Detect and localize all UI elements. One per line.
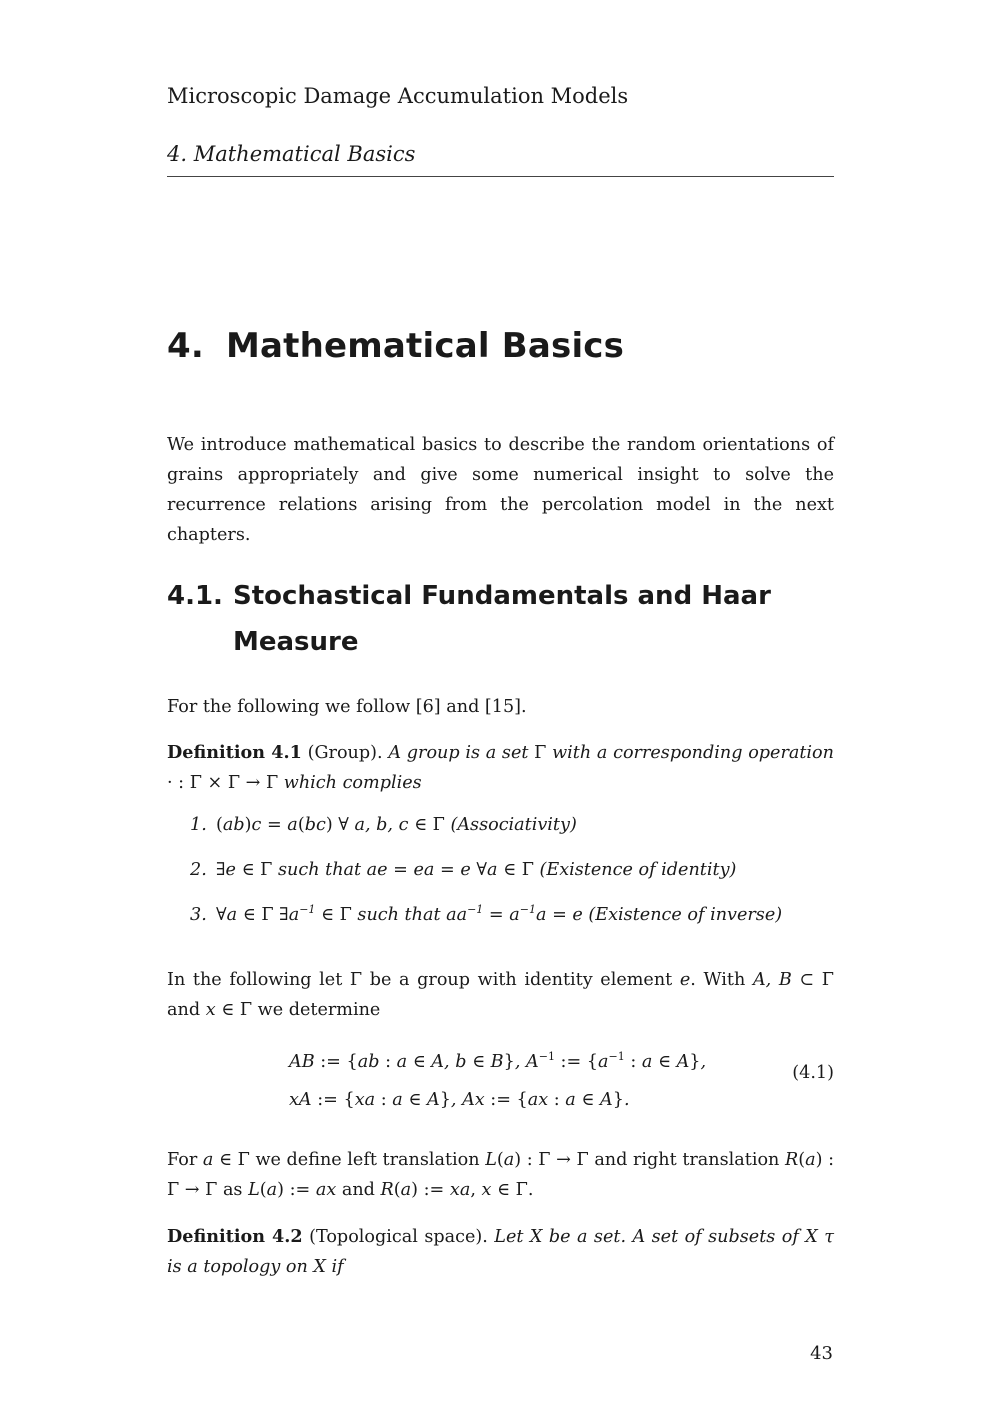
equation-line: AB := {ab : a ∈ A, b ∈ B}, $A^{-1}$ := {$a^{-1}$ : a ∈ A}, — [289, 1050, 707, 1072]
text-run: For — [167, 1150, 198, 1170]
definition-topological-space: Definition 4.2 (Topological space). Let X be a set. A set of subsets of X τ is a topology on X if — [167, 1226, 835, 1277]
text-run: . With — [690, 970, 746, 990]
definition-text-c: which complies — [283, 773, 422, 793]
group-paragraph: In the following let Γ be a group with identity element e. With A, B ⊂ Γ and x ∈ Γ we determine — [167, 970, 834, 1020]
text-run: be a group with identity element — [369, 970, 673, 990]
item-description: (Associativity) — [450, 815, 577, 835]
chapter-number: 4. — [167, 326, 204, 366]
definition-name: (Topological space). — [309, 1227, 488, 1247]
chapter-title — [167, 326, 624, 366]
section-number: 4.1. — [167, 581, 223, 611]
text-run: In the following let — [167, 970, 343, 990]
section-title-line2: Measure — [233, 627, 359, 657]
definition-group: Definition 4.1 (Group). A group is a set Γ with a corresponding operation · : Γ × Γ → Γ which complies — [167, 742, 834, 793]
item-number: 3. — [190, 905, 207, 925]
item-number: 2. — [190, 860, 207, 880]
translation-paragraph: For a ∈ Γ we define left translation L(a) : Γ → Γ and right translation R(a) : Γ → Γ as L(a) := ax and R(a) := xa, x ∈ Γ. — [167, 1150, 835, 1200]
header-rule — [167, 176, 834, 177]
section-title — [167, 573, 771, 665]
text-run: Let — [494, 1227, 524, 1247]
text-run: as — [222, 1180, 243, 1200]
text-run: be a set. A set of subsets of — [548, 1227, 799, 1247]
item-number: 1. — [190, 815, 207, 835]
follow-sentence: For the following we follow [6] and [15]. — [167, 697, 527, 717]
text-run: we define left translation — [255, 1150, 480, 1170]
equation-line: xA := {xa : a ∈ A}, Ax := {ax : a ∈ A}. — [289, 1090, 630, 1110]
equation-number: (4.1) — [792, 1063, 834, 1083]
page-number: 43 — [810, 1343, 833, 1364]
text-run: and — [341, 1180, 375, 1200]
text-run: we determine — [257, 1000, 381, 1020]
list-item: 1. (ab)c = a(bc) ∀ a, b, c ∈ Γ (Associativity) — [190, 815, 577, 835]
definition-text-a: A group is a set — [388, 743, 529, 763]
chapter-title-text: Mathematical Basics — [225, 326, 625, 366]
text-run: and — [167, 1000, 201, 1020]
definition-name: (Group). — [307, 743, 383, 763]
text-run: if — [331, 1257, 344, 1277]
definition-text-b: with a corresponding operation — [552, 743, 834, 763]
list-item: 2. ∃e ∈ Γ such that ae = ea = e ∀a ∈ Γ (Existence of identity) — [190, 860, 737, 880]
item-description: (Existence of identity) — [539, 860, 737, 880]
definition-label: Definition 4.1 — [167, 742, 302, 763]
section-title-line1: Stochastical Fundamentals and Haar — [233, 581, 771, 611]
running-title: Microscopic Damage Accumulation Models — [167, 84, 629, 108]
text-run: and right translation — [594, 1150, 780, 1170]
list-item: 3. ∀a ∈ Γ $\exists a^{-1}$ ∈ Γ such that $aa^{-1} = a^{-1}a = e$ (Existence of inverse) — [190, 903, 783, 925]
running-chapter-title: 4. Mathematical Basics — [167, 142, 416, 166]
text-run: is a topology on — [167, 1257, 308, 1277]
equation-block — [289, 1043, 706, 1119]
definition-label: Definition 4.2 — [167, 1226, 303, 1247]
item-description: (Existence of inverse) — [588, 905, 783, 925]
intro-paragraph: We introduce mathematical basics to describe the random orientations of grains appropriately and give some numerical insight to solve the recurrence relations arising from the percolation model in the next chapters. — [167, 435, 834, 545]
